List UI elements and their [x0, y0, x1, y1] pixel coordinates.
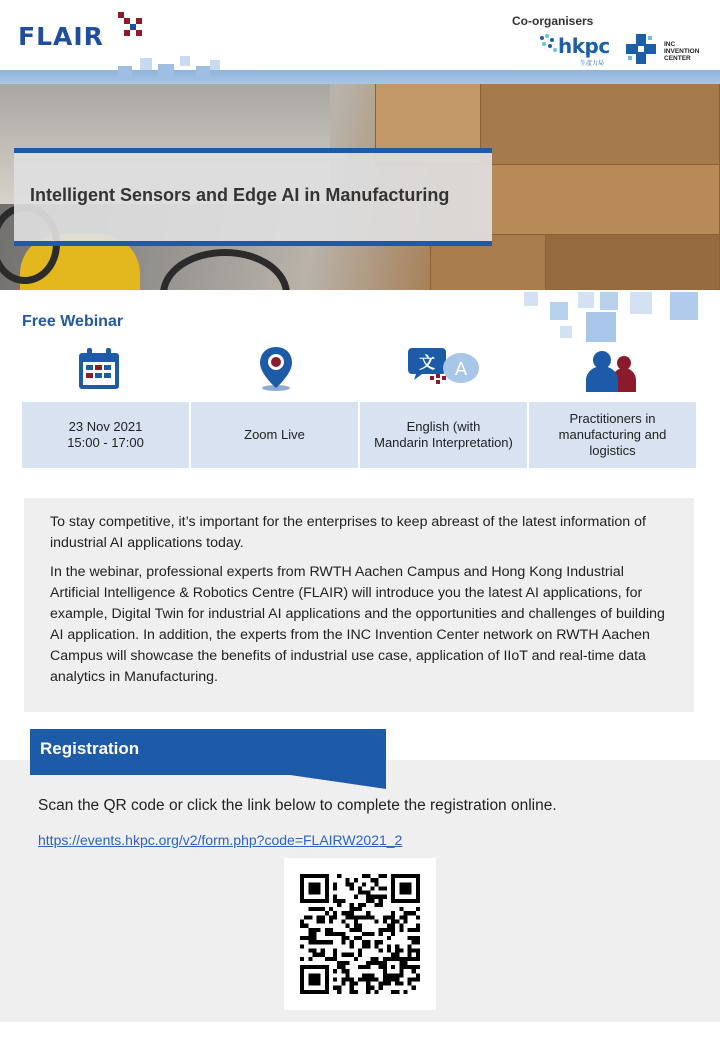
hkpc-logo-text: hkpc [558, 34, 610, 58]
registration-heading-tab [30, 729, 386, 775]
qr-code-frame [284, 858, 436, 1010]
coorganisers-label: Co-organisers [512, 14, 594, 28]
hero-box [470, 164, 720, 244]
hkpc-dots-icon [538, 32, 560, 62]
description-paragraph-1: To stay competitive, it’s important for the enterprises to keep abreast of the latest information of industrial AI applications today. [50, 514, 646, 551]
registration-tab-wedge [290, 775, 386, 789]
free-webinar-label: Free Webinar [22, 313, 124, 330]
translate-icon [408, 346, 480, 388]
square-decoration [550, 302, 568, 320]
flair-x-mark-icon [118, 12, 146, 40]
square-decoration [586, 312, 616, 342]
event-time: 15:00 - 17:00 [67, 435, 144, 450]
inc-cross-icon [626, 34, 656, 64]
hero-box [545, 234, 720, 290]
event-platform: Zoom Live [244, 427, 305, 442]
event-audience-line2: manufacturing and [558, 427, 667, 442]
inc-invention-center-logo [626, 34, 716, 66]
hero-title-panel [14, 148, 492, 246]
hero-title: Intelligent Sensors and Edge AI in Manufacturing [30, 185, 450, 205]
info-cell-audience [529, 402, 696, 468]
hkpc-logo-subtext: 生產力局 [580, 61, 605, 67]
pixel-decoration [210, 60, 220, 70]
square-decoration [630, 292, 652, 314]
event-audience-line3: logistics [589, 443, 636, 458]
square-decoration [560, 326, 572, 338]
registration-heading: Registration [40, 739, 140, 758]
hkpc-logo [538, 32, 618, 66]
hero-box [480, 84, 720, 169]
svg-text:文: 文 [418, 353, 436, 372]
header-band [0, 70, 720, 84]
hero-banner [0, 84, 720, 290]
registration-instruction: Scan the QR code or click the link below to complete the registration online. [38, 797, 557, 814]
registration-link[interactable]: https://events.hkpc.org/v2/form.php?code=FLAIRW2021_2 [38, 832, 403, 848]
event-date: 23 Nov 2021 [68, 419, 143, 434]
event-info-row [22, 402, 696, 468]
pixel-decoration [140, 58, 152, 70]
location-pin-icon [258, 346, 294, 392]
people-icon [586, 350, 638, 392]
pixel-decoration [118, 66, 132, 80]
event-language-line2: Mandarin Interpretation) [374, 435, 513, 450]
title-panel-bottom-bar [14, 241, 492, 246]
title-panel-top-bar [14, 148, 492, 153]
svg-text:A: A [454, 359, 468, 380]
calendar-icon [78, 348, 120, 390]
info-cell-platform [191, 402, 358, 468]
pixel-decoration [180, 56, 190, 66]
square-decoration [524, 292, 538, 306]
inc-logo-text: INC INVENTION CENTER [664, 41, 700, 62]
pixel-decoration [158, 64, 174, 80]
event-audience-line1: Practitioners in [569, 411, 656, 426]
square-decoration [670, 292, 698, 320]
info-cell-language [360, 402, 527, 468]
info-cell-date [22, 402, 189, 468]
square-decoration [578, 292, 594, 308]
hero-cable [160, 249, 290, 290]
square-decoration [600, 292, 618, 310]
pixel-decoration [196, 66, 210, 80]
description-paragraph-2: In the webinar, professional experts from RWTH Aachen Campus and Hong Kong Industrial Artificial Intelligence & Robotics Centre (FLAIR) will introduce you the latest AI applications, for example, Digital Twin for industrial AI applications and the opportunities and challenges of building AI application. In addition, the experts from the INC Invention Center network on RWTH Aachen Campus will showcase the benefits of industrial use case, application of IIoT and real-time data analytics in Manufacturing. [50, 564, 665, 685]
event-language-line1: English (with [406, 419, 481, 434]
flair-logo: FLAIR [18, 22, 104, 51]
description-box [24, 498, 694, 712]
qr-code-icon[interactable] [300, 874, 420, 994]
